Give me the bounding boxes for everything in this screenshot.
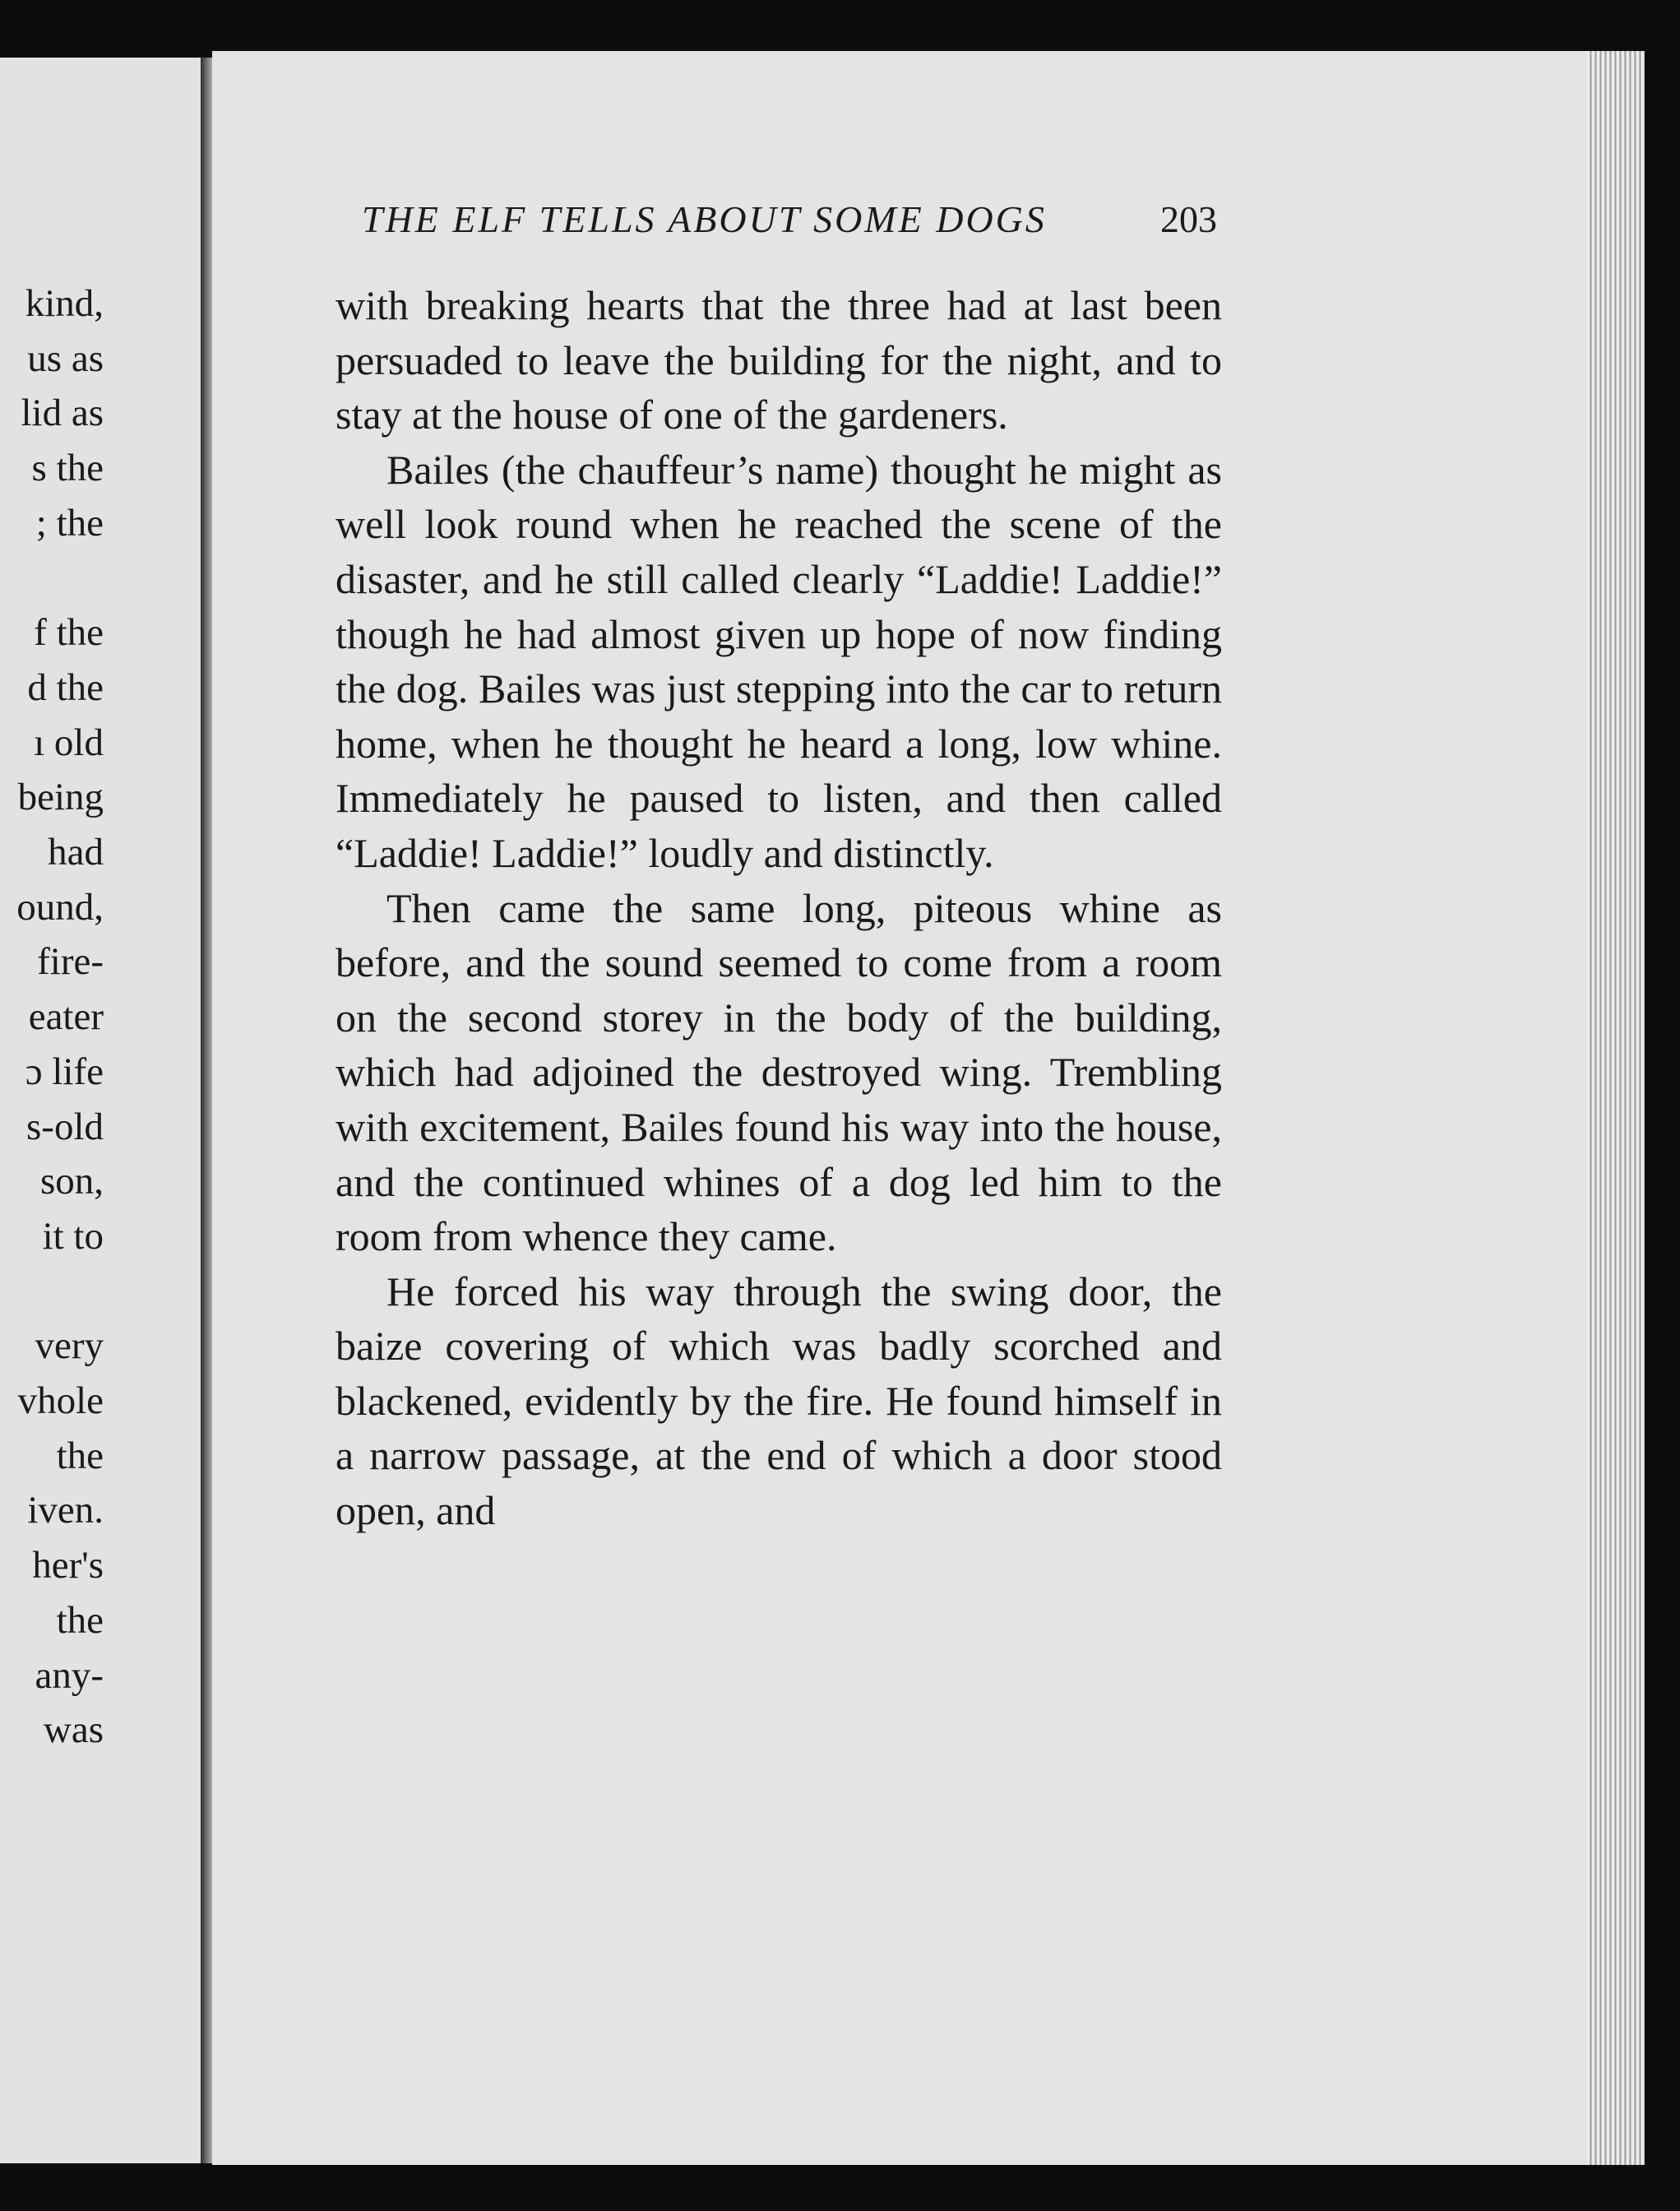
left-page (0, 58, 204, 2163)
left-line: vhole (17, 1379, 104, 1423)
paragraph: with breaking hearts that the three had at last been persuaded to leave the building for the night, and to stay at the house of one of the gardeners. (336, 282, 1222, 438)
left-line: the (56, 1598, 104, 1642)
page-number: 203 (1160, 198, 1217, 240)
left-line: s the (31, 447, 104, 490)
left-line: eater (28, 995, 104, 1039)
left-line: being (17, 776, 104, 819)
running-head-title: THE ELF TELLS ABOUT SOME DOGS (362, 198, 1047, 240)
page-edge (1587, 51, 1645, 2165)
left-line: ı old (34, 721, 104, 764)
left-line: very (35, 1324, 104, 1368)
paragraph-gap (0, 551, 104, 606)
left-line: son, (39, 1160, 104, 1203)
left-line: her's (32, 1544, 104, 1588)
left-line: any- (35, 1653, 104, 1697)
left-line: lid as (21, 392, 104, 435)
left-page-text (0, 276, 104, 1758)
left-line: ound, (16, 885, 104, 929)
left-line: fire- (37, 940, 104, 984)
body-text (336, 278, 1222, 1538)
running-head (362, 197, 1217, 255)
paragraph: Bailes (the chauffeur’s name) thought he might as well look round when he reached the scene of the disaster, and he still called clearly “Laddie! Laddie!” though he had almost given up hope of now finding the dog. Bailes was just stepping into the car to return home, when he thought he heard a long, low whine. Immediately he paused to listen, and then called “Laddie! Laddie!” loudly and distinctly. (336, 446, 1222, 876)
left-line: ; the (35, 501, 104, 545)
paragraph-gap (0, 1264, 104, 1319)
paragraph: He forced his way through the swing door, the baize covering of which was badly scorched and blackened, evidently by the fire. He found himself in a narrow passage, at the end of which a door stood open, and (336, 1268, 1222, 1534)
left-line: us as (27, 336, 104, 380)
left-line: it to (42, 1214, 104, 1258)
left-line: ɔ life (25, 1050, 104, 1093)
left-line: d the (27, 665, 104, 709)
left-line: the (56, 1434, 104, 1477)
left-line: iven. (27, 1489, 104, 1532)
left-line: s-old (26, 1105, 104, 1148)
paragraph: Then came the same long, piteous whine as before, and the sound seemed to come from a room on the second storey in the body of the building, which had adjoined the destroyed wing. Trembling with excitement, Bailes found his way into the house, and the continued whines of a dog led him to the room from whence they came. (336, 884, 1222, 1260)
left-line: kind, (25, 282, 104, 325)
left-line: f the (34, 611, 104, 655)
left-line: had (48, 831, 104, 874)
left-line: was (43, 1708, 104, 1752)
